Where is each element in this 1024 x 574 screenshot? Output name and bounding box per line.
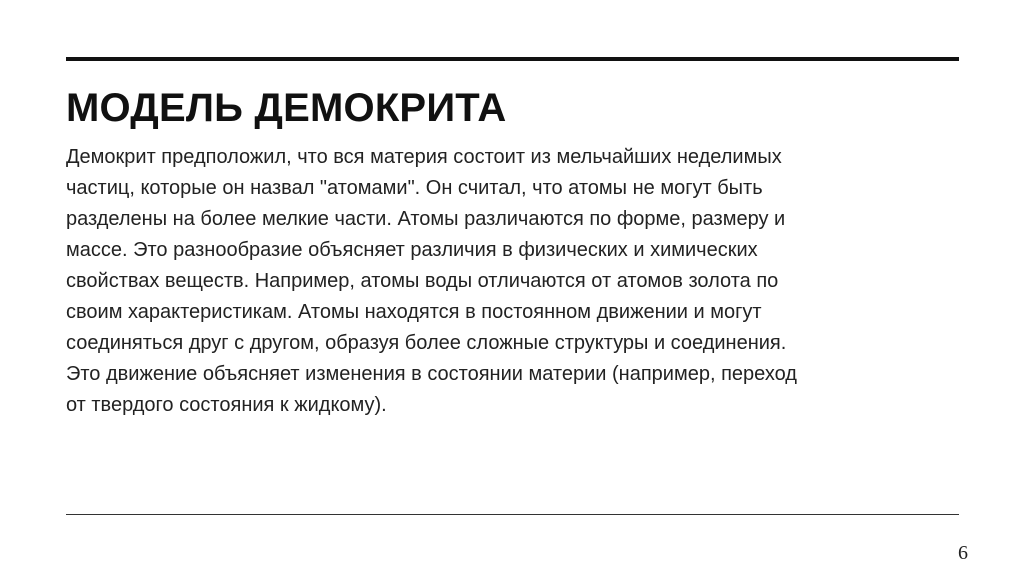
body-line: от твердого состояния к жидкому). <box>66 394 387 416</box>
body-paragraph <box>66 142 959 421</box>
body-line: Это движение объясняет изменения в состоянии материи (например, переход <box>66 363 797 385</box>
body-line: разделены на более мелкие части. Атомы различаются по форме, размеру и <box>66 208 786 230</box>
body-line: соединяться друг с другом, образуя более сложные структуры и соединения. <box>66 332 787 354</box>
body-line: Демокрит предположил, что вся материя состоит из мельчайших неделимых <box>66 146 782 168</box>
body-line: массе. Это разнообразие объясняет различия в физических и химических <box>66 239 758 261</box>
body-line: свойствах веществ. Например, атомы воды отличаются от атомов золота по <box>66 270 779 292</box>
bottom-divider <box>66 514 959 515</box>
body-line: частиц, которые он назвал "атомами". Он считал, что атомы не могут быть <box>66 177 763 199</box>
body-line: своим характеристикам. Атомы находятся в постоянном движении и могут <box>66 301 762 323</box>
top-divider <box>66 57 959 61</box>
page-number: 6 <box>958 542 968 564</box>
slide-title: МОДЕЛЬ ДЕМОКРИТА <box>66 86 507 130</box>
